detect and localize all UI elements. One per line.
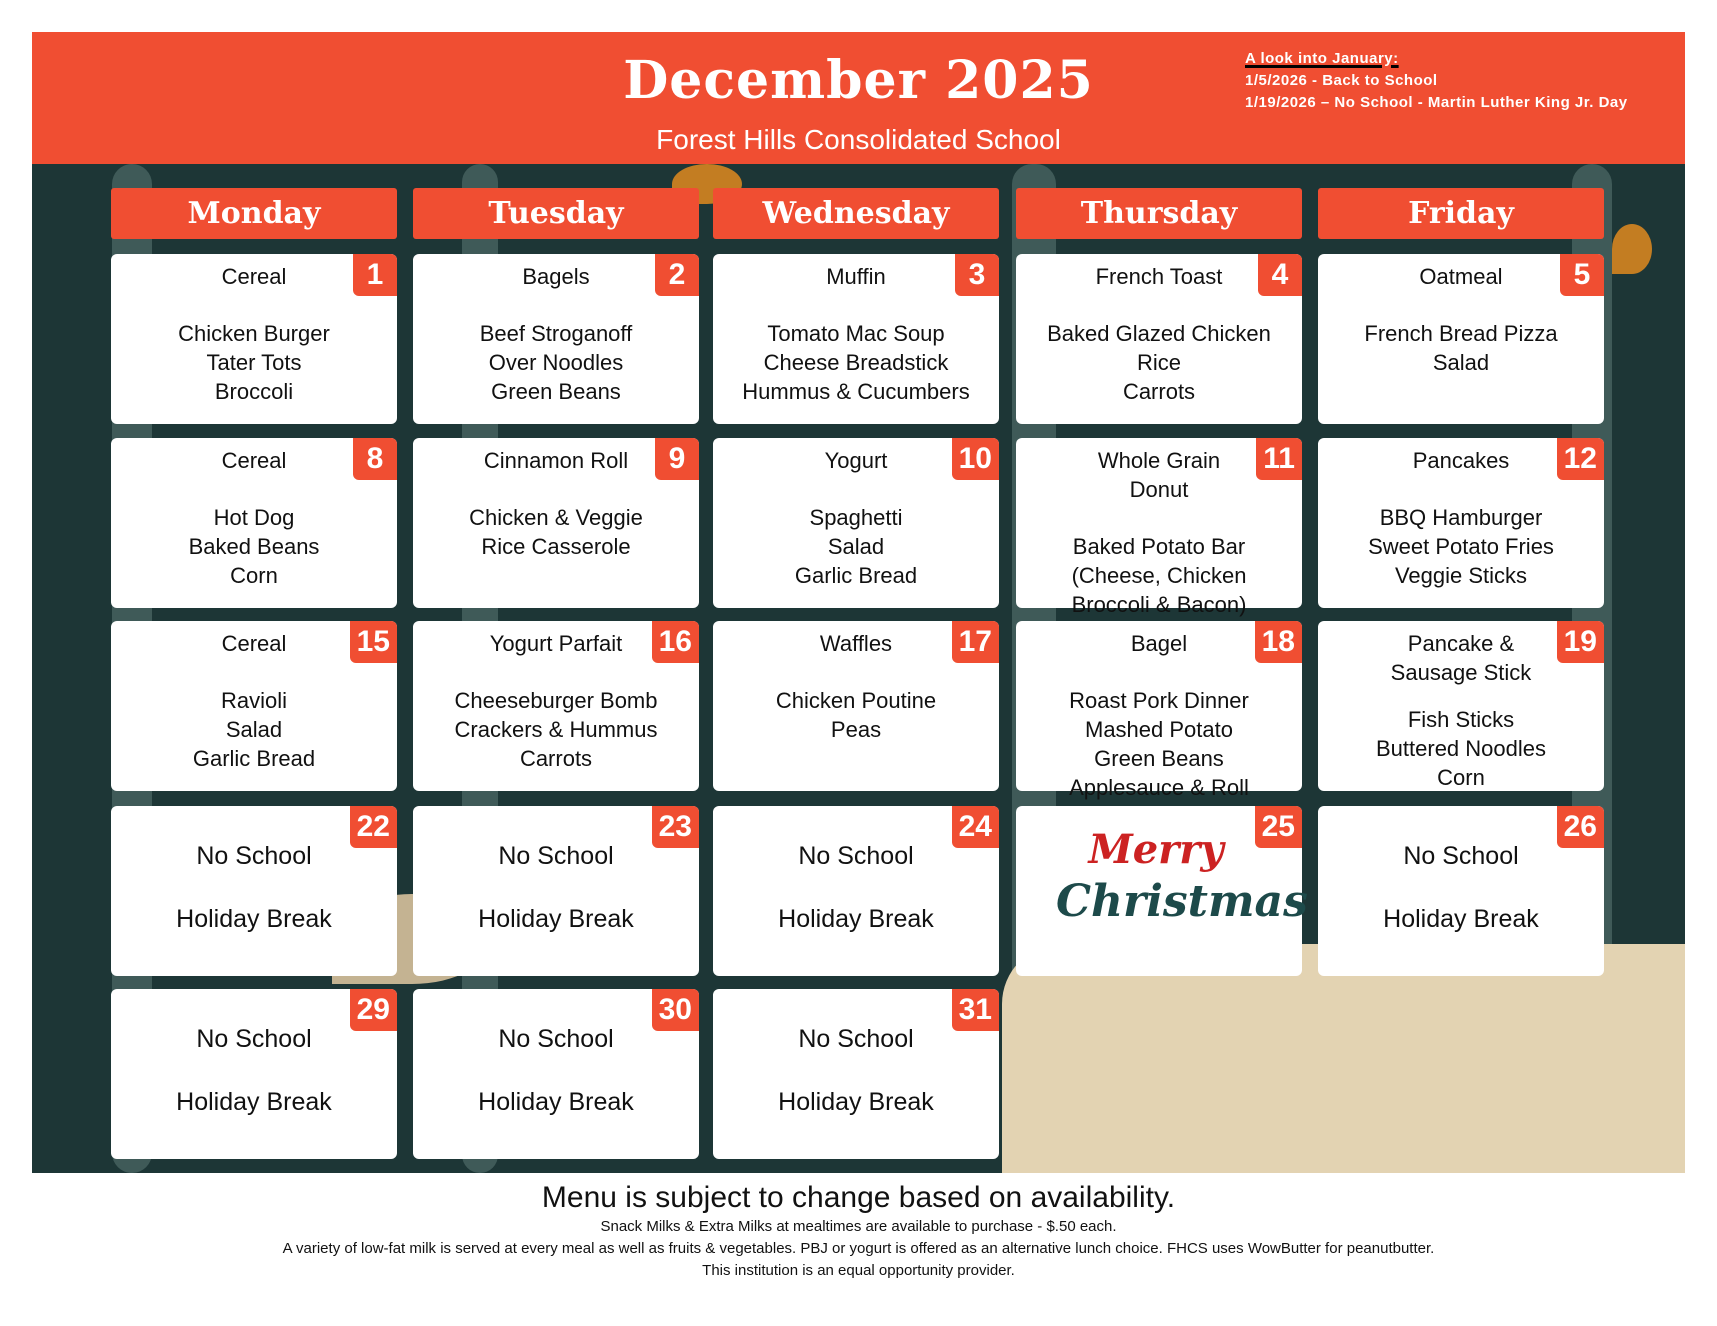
january-item: 1/5/2026 - Back to School: [1245, 72, 1438, 89]
lunch-item: Garlic Bread: [192, 746, 316, 771]
breakfast-item: Waffles: [819, 631, 893, 656]
day-cell: [713, 989, 999, 1159]
lunch-item: Rice Casserole: [481, 534, 631, 559]
lunch-item: Spaghetti: [809, 505, 903, 530]
day-header-tuesday: Tuesday: [413, 188, 699, 239]
lunch-items: [111, 503, 397, 590]
holiday-break-label: Holiday Break: [478, 905, 634, 933]
lunch-items: [713, 319, 999, 406]
date-badge: 30: [652, 989, 699, 1031]
day-cell: [713, 806, 999, 976]
lunch-item: Garlic Bread: [794, 563, 918, 588]
lunch-items: [1318, 705, 1604, 792]
footer: [0, 1180, 1717, 1282]
lunch-item: Green Beans: [491, 379, 621, 404]
breakfast-item: Whole Grain Donut: [1097, 448, 1221, 502]
day-cell: [111, 621, 397, 791]
lunch-item: Corn: [230, 563, 278, 588]
day-cell: [111, 438, 397, 608]
lunch-item: Baked Glazed Chicken: [1047, 321, 1271, 346]
lunch-item: Ravioli: [220, 688, 288, 713]
lunch-item: Chicken Burger: [178, 321, 330, 346]
holiday-animals-illustration: [1002, 944, 1685, 1173]
header-banner: [32, 32, 1685, 164]
day-cell: [413, 621, 699, 791]
school-name: Forest Hills Consolidated School: [656, 124, 1061, 155]
date-badge: 22: [350, 806, 397, 848]
no-school-label: No School: [1403, 842, 1519, 870]
lunch-item: Buttered Noodles: [1376, 736, 1546, 761]
lunch-item: Chicken Poutine: [775, 688, 937, 713]
no-school-label: No School: [196, 842, 312, 870]
date-badge: 16: [652, 621, 699, 663]
date-badge: 8: [353, 438, 397, 480]
lunch-item: Mashed Potato: [1085, 717, 1233, 742]
day-cell: [1318, 438, 1604, 608]
breakfast-item: Pancakes: [1412, 448, 1510, 473]
breakfast-item: Pancake & Sausage Stick: [1390, 631, 1532, 685]
breakfast-item: Yogurt Parfait: [489, 631, 623, 656]
lunch-items: [713, 686, 999, 744]
january-preview: [1245, 48, 1628, 114]
lunch-items: [1318, 503, 1604, 590]
date-badge: 10: [952, 438, 999, 480]
lunch-item: Fish Sticks: [1407, 707, 1515, 732]
lunch-item: Hot Dog: [213, 505, 295, 530]
date-badge: 23: [652, 806, 699, 848]
no-school-label: No School: [498, 842, 614, 870]
date-badge: 15: [350, 621, 397, 663]
day-header-wednesday: Wednesday: [713, 188, 999, 239]
lunch-item: Carrots: [1122, 379, 1196, 404]
holiday-break-label: Holiday Break: [778, 1088, 934, 1116]
day-header-thursday: Thursday: [1016, 188, 1302, 239]
lunch-items: [1016, 319, 1302, 406]
date-badge: 11: [1256, 438, 1302, 480]
day-cell: [1318, 806, 1604, 976]
lunch-item: Broccoli & Bacon): [1071, 592, 1247, 617]
january-item: 1/19/2026 – No School - Martin Luther King Jr. Day: [1245, 94, 1628, 111]
lunch-item: (Cheese, Chicken: [1071, 563, 1247, 588]
lunch-item: Corn: [1437, 765, 1485, 790]
lunch-item: Salad: [225, 717, 283, 742]
breakfast-item: Yogurt: [824, 448, 888, 473]
lunch-item: Cheese Breadstick: [763, 350, 949, 375]
breakfast-item: Oatmeal: [1419, 264, 1503, 289]
lunch-item: Green Beans: [1094, 746, 1224, 771]
date-badge: 4: [1258, 254, 1302, 296]
lunch-item: Baked Beans: [188, 534, 320, 559]
lunch-item: Salad: [1432, 350, 1490, 375]
day-cell: [413, 254, 699, 424]
lunch-item: Baked Potato Bar: [1072, 534, 1246, 559]
day-cell: [1016, 806, 1308, 976]
holiday-break-label: Holiday Break: [176, 905, 332, 933]
day-cell: [111, 806, 397, 976]
lunch-item: Crackers & Hummus: [454, 717, 658, 742]
date-badge: 3: [955, 254, 999, 296]
date-badge: 26: [1557, 806, 1604, 848]
page-title: December 2025: [623, 50, 1094, 111]
day-header-friday: Friday: [1318, 188, 1604, 239]
breakfast-item: Cereal: [221, 631, 287, 656]
lunch-items: [111, 686, 397, 773]
holiday-break-label: Holiday Break: [478, 1088, 634, 1116]
date-badge: 17: [952, 621, 999, 663]
lunch-item: Carrots: [519, 746, 593, 771]
date-badge: 19: [1557, 621, 1604, 663]
lunch-item: Over Noodles: [488, 350, 624, 375]
day-cell: [1016, 438, 1302, 617]
footer-line: A variety of low-fat milk is served at every meal as well as fruits & vegetables. PBJ or yogurt is offered as an alternative lunch choice. FHCS uses WowButter for peanutbutter.: [282, 1240, 1435, 1257]
day-cell: [1318, 254, 1604, 424]
lunch-item: French Bread Pizza: [1364, 321, 1558, 346]
date-badge: 25: [1255, 806, 1302, 848]
date-badge: 18: [1255, 621, 1302, 663]
lunch-item: Cheeseburger Bomb: [454, 688, 658, 713]
day-cell: [413, 806, 699, 976]
lunch-items: [413, 686, 699, 773]
breakfast-item: Muffin: [826, 264, 886, 289]
breakfast-item: Bagel: [1130, 631, 1188, 656]
day-cell: [1318, 621, 1604, 791]
date-badge: 31: [952, 989, 999, 1031]
day-cell: [713, 438, 999, 608]
lunch-items: [413, 503, 699, 561]
merry-text: Merry: [1088, 826, 1224, 873]
no-school-label: No School: [498, 1025, 614, 1053]
date-badge: 2: [655, 254, 699, 296]
lunch-items: [111, 319, 397, 406]
breakfast-item: Cinnamon Roll: [483, 448, 629, 473]
lunch-item: Hummus & Cucumbers: [742, 379, 970, 404]
lunch-items: [713, 503, 999, 590]
lunch-item: BBQ Hamburger: [1379, 505, 1543, 530]
breakfast-item: Cereal: [221, 264, 287, 289]
lunch-items: [1016, 532, 1302, 619]
date-badge: 12: [1557, 438, 1604, 480]
day-cell: [1016, 254, 1302, 424]
holiday-break-label: Holiday Break: [176, 1088, 332, 1116]
breakfast-item: Cereal: [221, 448, 287, 473]
footer-line: This institution is an equal opportunity provider.: [702, 1262, 1015, 1279]
lunch-item: Chicken & Veggie: [469, 505, 643, 530]
christmas-text: Christmas: [1056, 876, 1308, 927]
date-badge: 9: [655, 438, 699, 480]
lunch-item: Roast Pork Dinner: [1069, 688, 1249, 713]
day-cell: [713, 621, 999, 791]
day-header-monday: Monday: [111, 188, 397, 239]
holiday-break-label: Holiday Break: [1383, 905, 1539, 933]
day-cell: [713, 254, 999, 424]
lunch-item: Broccoli: [214, 379, 294, 404]
date-badge: 5: [1560, 254, 1604, 296]
availability-notice: Menu is subject to change based on availability.: [541, 1181, 1176, 1214]
lunch-item: Peas: [830, 717, 882, 742]
day-cell: [1016, 621, 1302, 800]
lunch-item: Veggie Sticks: [1394, 563, 1528, 588]
date-badge: 1: [353, 254, 397, 296]
date-badge: 29: [350, 989, 397, 1031]
breakfast-item: French Toast: [1095, 264, 1223, 289]
january-heading: A look into January:: [1245, 50, 1399, 67]
no-school-label: No School: [798, 842, 914, 870]
lunch-item: Applesauce & Roll: [1069, 775, 1249, 800]
no-school-label: No School: [196, 1025, 312, 1053]
footer-line: Snack Milks & Extra Milks at mealtimes are available to purchase - $.50 each.: [600, 1218, 1117, 1235]
breakfast-item: Bagels: [522, 264, 590, 289]
day-cell: [111, 254, 397, 424]
day-cell: [413, 438, 699, 608]
lunch-item: Rice: [1136, 350, 1181, 375]
lunch-items: [1016, 686, 1302, 802]
holiday-break-label: Holiday Break: [778, 905, 934, 933]
lunch-item: Salad: [827, 534, 885, 559]
lunch-item: Tater Tots: [206, 350, 302, 375]
lunch-items: [413, 319, 699, 406]
no-school-label: No School: [798, 1025, 914, 1053]
date-badge: 24: [952, 806, 999, 848]
lunch-item: Beef Stroganoff: [479, 321, 633, 346]
day-cell: [111, 989, 397, 1159]
lunch-item: Sweet Potato Fries: [1368, 534, 1554, 559]
lunch-items: [1318, 319, 1604, 377]
day-cell: [413, 989, 699, 1159]
lunch-item: Tomato Mac Soup: [767, 321, 945, 346]
